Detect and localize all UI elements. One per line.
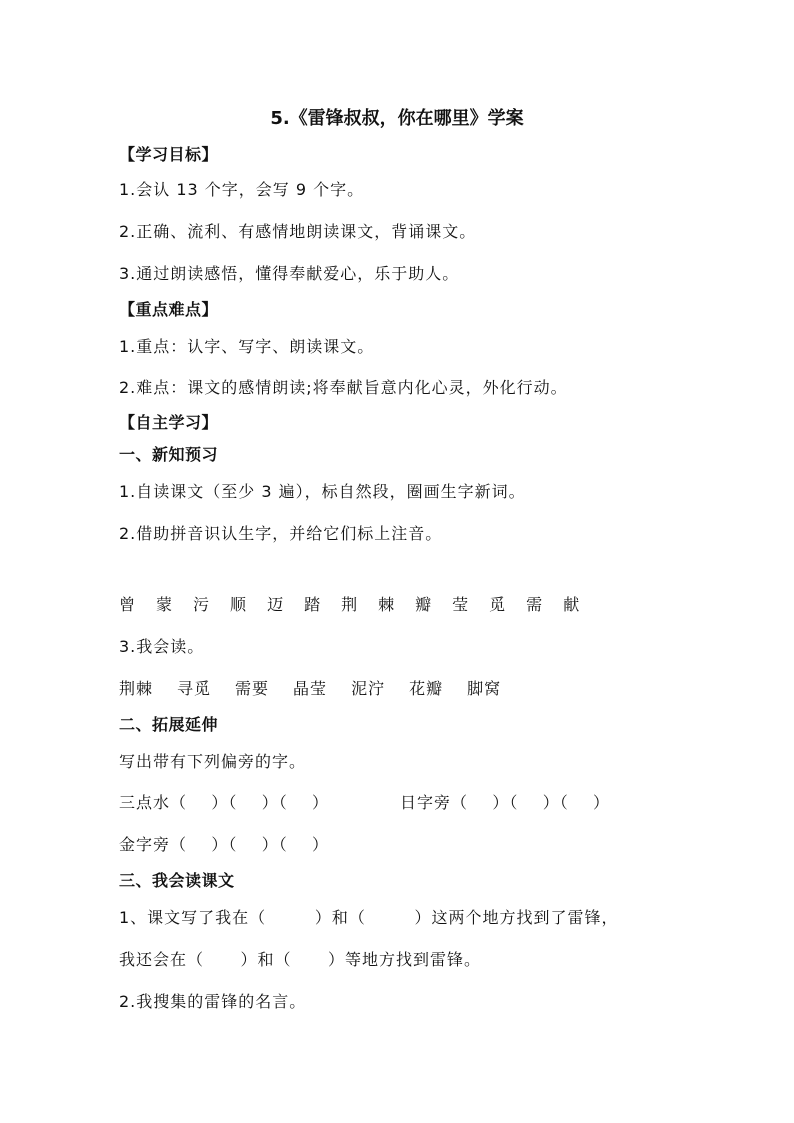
new-character: 需 xyxy=(526,595,544,614)
section-learning-goals: 【学习目标】 xyxy=(119,145,219,164)
new-character: 曾 xyxy=(119,595,137,614)
goal-item-1: 1.会认 13 个字，会写 9 个字。 xyxy=(119,180,365,199)
new-character: 顺 xyxy=(230,595,248,614)
extension-instruction: 写出带有下列偏旁的字。 xyxy=(119,752,307,771)
reading-word: 花瓣 xyxy=(409,679,444,698)
new-character: 荆 xyxy=(341,595,359,614)
reading-word: 晶莹 xyxy=(293,679,328,698)
reading-question-1a: 1、课文写了我在（ ）和（ ）这两个地方找到了雷锋， xyxy=(119,908,619,927)
reading-question-1b: 我还会在（ ）和（ ）等地方找到雷锋。 xyxy=(119,950,482,969)
reading-word: 泥泞 xyxy=(351,679,386,698)
radical-three-dots-water: 三点水（ ）（ ）（ ） xyxy=(119,793,330,812)
reading-words-row xyxy=(119,678,525,700)
section-key-points: 【重点难点】 xyxy=(119,300,219,319)
radical-metal: 金字旁（ ）（ ）（ ） xyxy=(119,835,330,854)
new-character: 迈 xyxy=(267,595,285,614)
goal-item-2: 2.正确、流利、有感情地朗读课文，背诵课文。 xyxy=(119,222,477,241)
part-heading-reading: 三、我会读课文 xyxy=(119,871,235,890)
section-self-study: 【自主学习】 xyxy=(119,413,219,432)
key-item-2: 2.难点：课文的感情朗读;将奉献旨意内化心灵，外化行动。 xyxy=(119,378,568,397)
page-title: 5.《雷锋叔叔，你在哪里》学案 xyxy=(270,108,524,129)
new-character: 瓣 xyxy=(415,595,433,614)
preview-item-1: 1.自读课文（至少 3 遍），标自然段，圈画生字新词。 xyxy=(119,482,526,501)
reading-word: 荆棘 xyxy=(119,679,154,698)
new-characters-row xyxy=(119,594,600,616)
key-item-1: 1.重点：认字、写字、朗读课文。 xyxy=(119,337,375,356)
preview-item-3: 3.我会读。 xyxy=(119,637,205,656)
preview-item-2: 2.借助拼音识认生字，并给它们标上注音。 xyxy=(119,524,443,543)
reading-word: 寻觅 xyxy=(177,679,212,698)
new-character: 棘 xyxy=(378,595,396,614)
new-character: 献 xyxy=(563,595,581,614)
part-heading-preview: 一、新知预习 xyxy=(119,445,219,464)
new-character: 污 xyxy=(193,595,211,614)
new-character: 莹 xyxy=(452,595,470,614)
goal-item-3: 3.通过朗读感悟，懂得奉献爱心，乐于助人。 xyxy=(119,264,460,283)
reading-word: 需要 xyxy=(235,679,270,698)
radical-sun: 日字旁（ ）（ ）（ ） xyxy=(400,793,611,812)
reading-question-2: 2.我搜集的雷锋的名言。 xyxy=(119,992,307,1011)
new-character: 踏 xyxy=(304,595,322,614)
new-character: 蒙 xyxy=(156,595,174,614)
part-heading-extension: 二、拓展延伸 xyxy=(119,715,219,734)
new-character: 觅 xyxy=(489,595,507,614)
reading-word: 脚窝 xyxy=(467,679,502,698)
